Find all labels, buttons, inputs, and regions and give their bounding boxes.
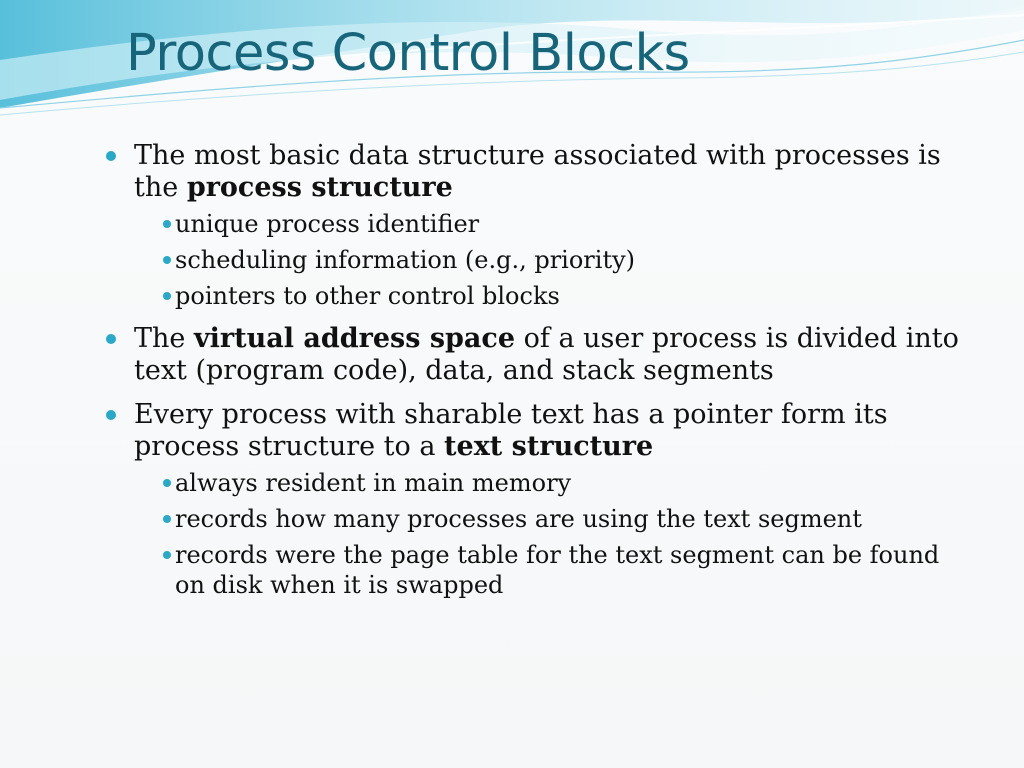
bullet-text-after: of a user process is divided into text (program code), data, and stack segments: [134, 323, 959, 386]
bullet-item: [105, 323, 975, 387]
sub-bullet-list: [134, 468, 975, 600]
bullet-bold-term: text structure: [444, 431, 654, 462]
sub-bullet-text: records were the page table for the text segment can be found on disk when it is swapped: [175, 541, 940, 599]
sub-bullet-dot-icon: [163, 292, 171, 300]
bullet-text: [134, 399, 975, 463]
sub-bullet-list: [134, 209, 975, 311]
bullet-text: [134, 140, 975, 204]
sub-bullet-dot-icon: [163, 220, 171, 228]
bullet-text-before: The: [134, 323, 194, 354]
bullet-item: [105, 399, 975, 600]
sub-bullet-item: [134, 468, 975, 498]
sub-bullet-item: [134, 281, 975, 311]
bullet-text-before: Every process with sharable text has a pointer form its process structure to a: [134, 399, 888, 462]
bullet-dot-icon: [106, 151, 116, 161]
sub-bullet-dot-icon: [163, 479, 171, 487]
sub-bullet-item: [134, 540, 975, 600]
bullet-text-before: The most basic data structure associated with processes is the: [134, 140, 941, 203]
sub-bullet-dot-icon: [163, 515, 171, 523]
sub-bullet-text: pointers to other control blocks: [175, 282, 560, 310]
bullet-dot-icon: [106, 410, 116, 420]
bullet-bold-term: process structure: [186, 172, 453, 203]
sub-bullet-dot-icon: [163, 256, 171, 264]
sub-bullet-item: [134, 209, 975, 239]
sub-bullet-text: scheduling information (e.g., priority): [175, 246, 636, 274]
bullet-item: [105, 140, 975, 311]
sub-bullet-dot-icon: [163, 551, 171, 559]
bullet-bold-term: virtual address space: [193, 323, 516, 354]
sub-bullet-text: always resident in main memory: [175, 469, 572, 497]
sub-bullet-text: unique process identifier: [175, 210, 480, 238]
bullet-text: [134, 323, 975, 387]
bullet-list: [105, 140, 975, 612]
sub-bullet-item: [134, 504, 975, 534]
sub-bullet-item: [134, 245, 975, 275]
bullet-dot-icon: [106, 334, 116, 344]
sub-bullet-text: records how many processes are using the text segment: [175, 505, 862, 533]
slide-title: Process Control Blocks: [126, 24, 690, 83]
